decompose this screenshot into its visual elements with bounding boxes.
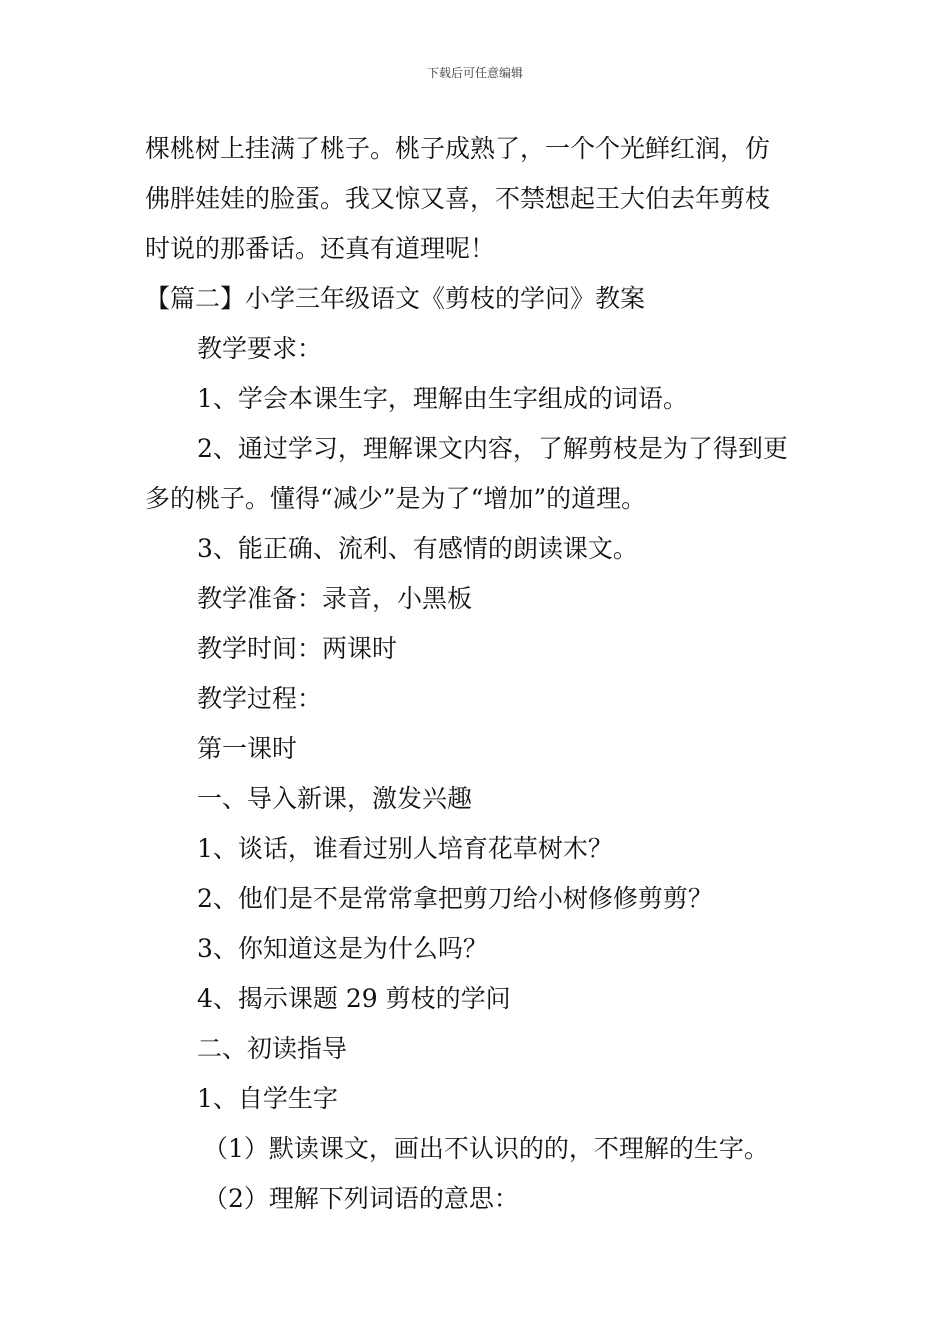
paragraph-line: 教学过程： — [197, 684, 323, 713]
page-header: 下载后可任意编辑 — [426, 66, 523, 80]
paragraph-line: 【篇二】小学三年级语文《剪枝的学问》教案 — [145, 284, 646, 313]
paragraph-line: 教学时间：两课时 — [197, 634, 398, 663]
paragraph-line: 4、揭示课题 29 剪枝的学问 — [197, 984, 511, 1013]
paragraph-line: 多的桃子。懂得“减少”是为了“增加”的道理。 — [145, 484, 647, 513]
paragraph-line: （2）理解下列词语的意思： — [203, 1184, 519, 1213]
paragraph-line: 3、你知道这是为什么吗？ — [197, 934, 488, 963]
paragraph-line: 教学准备：录音，小黑板 — [197, 584, 473, 613]
paragraph-line: 教学要求： — [197, 334, 323, 363]
paragraph-line: 二、初读指导 — [197, 1034, 348, 1063]
paragraph-line: 1、自学生字 — [197, 1084, 338, 1113]
paragraph-line: 一、导入新课，激发兴趣 — [197, 784, 473, 813]
paragraph-line: 1、谈话，谁看过别人培育花草树木？ — [197, 834, 613, 863]
paragraph-line: 1、学会本课生字，理解由生字组成的词语。 — [197, 384, 688, 413]
paragraph-line: 棵桃树上挂满了桃子。桃子成熟了，一个个光鲜红润，仿 — [145, 134, 771, 163]
document-body — [145, 124, 817, 1224]
paragraph-line: 第一课时 — [197, 734, 298, 763]
paragraph-line: 2、通过学习，理解课文内容，了解剪枝是为了得到更 — [197, 434, 788, 463]
paragraph-line: 时说的那番话。还真有道理呢！ — [145, 234, 496, 263]
paragraph-line: 佛胖娃娃的脸蛋。我又惊又喜，不禁想起王大伯去年剪枝 — [145, 184, 771, 213]
paragraph-line: 3、能正确、流利、有感情的朗读课文。 — [197, 534, 638, 563]
paragraph-line: 2、他们是不是常常拿把剪刀给小树修修剪剪？ — [197, 884, 713, 913]
paragraph-line: （1）默读课文，画出不认识的的，不理解的生字。 — [203, 1134, 769, 1163]
